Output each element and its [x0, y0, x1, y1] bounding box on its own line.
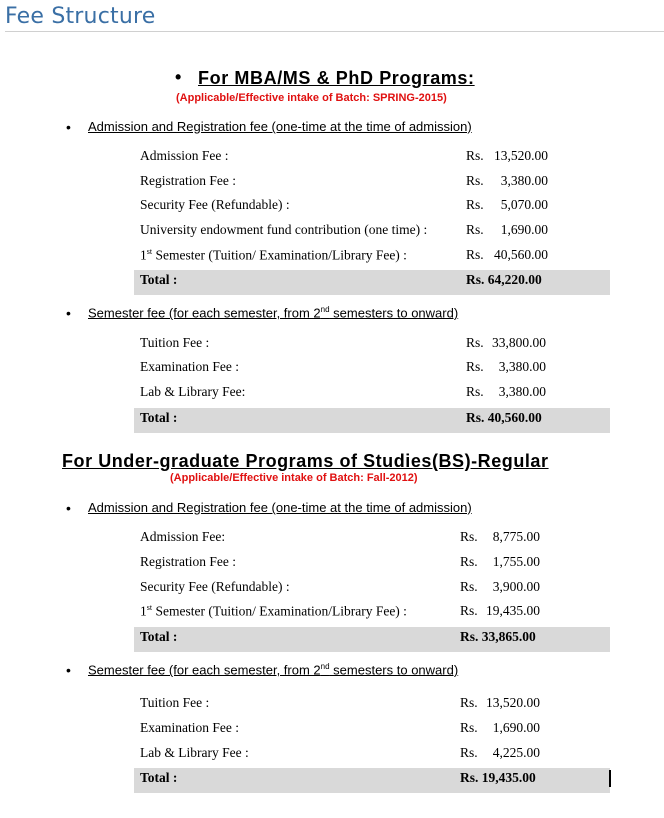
fee-amount: 3,380.00: [498, 384, 546, 399]
fee-label: Registration Fee :: [140, 173, 236, 188]
fee-label: 1st Semester (Tuition/ Examination/Library Fee) :: [140, 603, 407, 619]
fee-currency: Rs.: [460, 554, 478, 569]
fee-label: University endowment fund contribution (one time) :: [140, 222, 428, 237]
fee-label: Lab & Library Fee:: [140, 384, 246, 399]
fee-label: Tuition Fee :: [140, 695, 210, 710]
fee-amount: 8,775.00: [492, 529, 540, 544]
total-row: [134, 768, 610, 793]
fee-amount: 1,755.00: [492, 554, 540, 569]
fee-currency: Rs.: [460, 579, 478, 594]
fee-label: Admission Fee:: [140, 529, 226, 544]
mba-semester-title: Semester fee (for each semester, from 2nd semesters to onward): [88, 305, 459, 321]
ug-semester-title: Semester fee (for each semester, from 2nd semesters to onward): [88, 662, 459, 678]
total-value: Rs. 64,220.00: [466, 272, 542, 287]
fee-amount: 13,520.00: [486, 695, 540, 710]
title-divider: [5, 31, 664, 32]
fee-currency: Rs.: [466, 359, 484, 374]
fee-amount: 1,690.00: [500, 222, 548, 237]
section-bullet: •: [66, 305, 71, 321]
total-value: Rs. 40,560.00: [466, 410, 542, 425]
fee-amount: 33,800.00: [492, 335, 546, 350]
fee-currency: Rs.: [466, 173, 484, 188]
ug-heading: For Under-graduate Programs of Studies(BS)-Regular: [62, 451, 549, 471]
fee-label: Security Fee (Refundable) :: [140, 197, 290, 212]
fee-amount: 3,380.00: [498, 359, 546, 374]
fee-amount: 3,900.00: [492, 579, 540, 594]
fee-label: Security Fee (Refundable) :: [140, 579, 290, 594]
fee-amount: 4,225.00: [492, 745, 540, 760]
fee-currency: Rs.: [466, 247, 484, 262]
fee-currency: Rs.: [466, 148, 484, 163]
total-value: Rs. 33,865.00: [460, 629, 536, 644]
fee-currency: Rs.: [460, 745, 478, 760]
fee-currency: Rs.: [460, 720, 478, 735]
fee-currency: Rs.: [460, 603, 478, 618]
fee-amount: 3,380.00: [500, 173, 548, 188]
ug-admission-title: Admission and Registration fee (one-time at the time of admission): [88, 500, 472, 515]
fee-label: Registration Fee :: [140, 554, 236, 569]
fee-label: Lab & Library Fee :: [140, 745, 249, 760]
fee-amount: 40,560.00: [494, 247, 548, 262]
mba-admission-title: Admission and Registration fee (one-time at the time of admission): [88, 119, 472, 134]
fee-currency: Rs.: [466, 335, 484, 350]
total-label: Total :: [140, 272, 178, 287]
fee-amount: 5,070.00: [500, 197, 548, 212]
mba-subheading: (Applicable/Effective intake of Batch: SPRING-2015): [176, 92, 447, 104]
fee-currency: Rs.: [466, 222, 484, 237]
page-title: Fee Structure: [5, 4, 156, 29]
section-bullet: •: [66, 119, 71, 135]
fee-label: Examination Fee :: [140, 359, 239, 374]
section-bullet: •: [66, 662, 71, 678]
fee-label: 1st Semester (Tuition/ Examination/Library Fee) :: [140, 247, 407, 263]
fee-currency: Rs.: [460, 529, 478, 544]
fee-amount: 19,435.00: [486, 603, 540, 618]
fee-label: Admission Fee :: [140, 148, 229, 163]
text-cursor: [609, 770, 611, 787]
total-label: Total :: [140, 410, 178, 425]
ug-subheading: (Applicable/Effective intake of Batch: Fall-2012): [170, 472, 418, 484]
fee-amount: 1,690.00: [492, 720, 540, 735]
mba-heading: For MBA/MS & PhD Programs:: [198, 68, 475, 88]
fee-currency: Rs.: [466, 384, 484, 399]
total-label: Total :: [140, 770, 178, 785]
fee-currency: Rs.: [466, 197, 484, 212]
total-value: Rs. 19,435.00: [460, 770, 536, 785]
fee-amount: 13,520.00: [494, 148, 548, 163]
fee-label: Tuition Fee :: [140, 335, 210, 350]
fee-currency: Rs.: [460, 695, 478, 710]
section-bullet: •: [66, 500, 71, 516]
total-row: [134, 627, 610, 652]
total-label: Total :: [140, 629, 178, 644]
fee-label: Examination Fee :: [140, 720, 239, 735]
heading-bullet: •: [175, 67, 182, 87]
